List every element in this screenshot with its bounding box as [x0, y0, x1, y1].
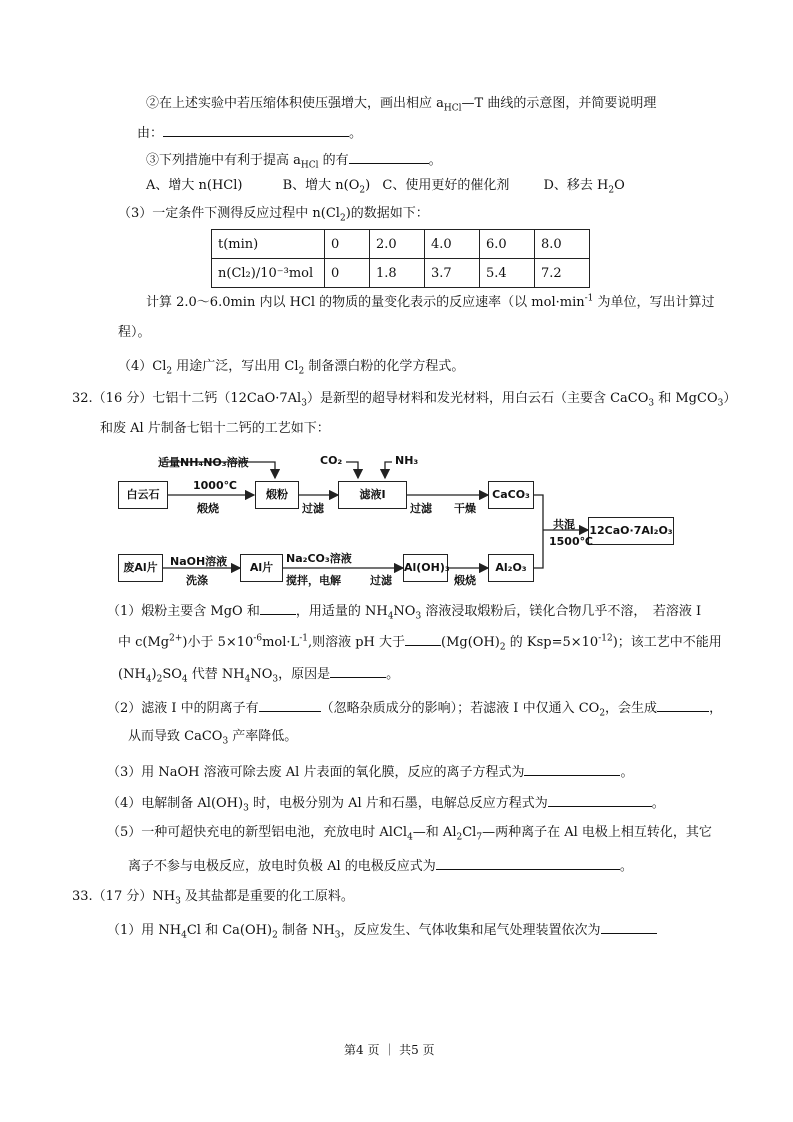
- label-wash: 洗涤: [186, 574, 208, 587]
- q31-part3: ③下列措施中有利于提高 $a_{HCl}$ 的有 。: [146, 150, 442, 170]
- label-co2: CO₂: [320, 454, 343, 467]
- q31-calc-line2: 程）。: [118, 325, 151, 340]
- calcined-powder-box: 煅粉: [255, 481, 299, 509]
- q32-sub4: （4）电解制备 $Al(OH)_3$ 时，电极分别为 Al 片和石墨，电解总反应方程式为 。: [107, 793, 665, 813]
- q31-options: A、增大 n(HCl) B、增大 $n(O_2)$ C、使用更好的催化剂 D、移去 $H_2O$: [146, 178, 625, 196]
- q31-calc-line1: 计算 2.0～6.0min 内以 HCl 的物质的量变化表示的反应速率（以 $mol\cdot\min^{-1}$ 为单位，写出计算过: [146, 293, 715, 310]
- product-box: 12CaO·7Al₂O₃: [588, 517, 674, 545]
- label-1500c: 1500℃: [549, 535, 593, 548]
- q32-sub3: （3）用 NaOH 溶液可除去废 Al 片表面的氧化膜，反应的离子方程式为 。: [107, 762, 633, 782]
- q32-heading: 32.（16 分）七铝十二钙$(12CaO\cdot 7Al_3)$是新型的超导材料和发光材料，用白云石（主要含 CaCO$_3$ 和 MgCO$_3$）: [72, 391, 737, 409]
- label-mix: 共混: [553, 518, 575, 531]
- q33-heading: 33.（17 分）$NH_3$ 及其盐都是重要的化工原料。: [72, 889, 354, 907]
- q32-sub1-line2: 中 $c(Mg^{2+})$小于 $5\times 10^{-6}mol\cdot L^{-1}$,则溶液 pH 大于 ($Mg(OH)_2$ 的 $Ksp=5\times 10^{-12}$)；该工艺中不能用: [118, 633, 722, 653]
- answer-blank[interactable]: [259, 698, 321, 712]
- q31-part2-line1: ②在上述实验中若压缩体积使压强增大，画出相应 $a_{HCl}—T$ 曲线的示意图，并简要说明理: [146, 96, 657, 114]
- label-nh3: NH₃: [395, 454, 419, 467]
- q32-sub2-line2: 从而导致 CaCO$_3$ 产率降低。: [128, 729, 298, 747]
- table-row: t(min) 0 2.0 4.0 6.0 8.0: [212, 230, 590, 259]
- label-naoh: NaOH溶液: [170, 555, 228, 568]
- caco3-box: CaCO₃: [488, 481, 534, 509]
- label-stir-electrolyze: 搅拌，电解: [286, 574, 341, 587]
- q32-sub1-line1: （1）煅粉主要含 MgO 和 ，用适量的 $NH_4NO_3$ 溶液浸取煅粉后，镁化合物几乎不溶， 若溶液 I: [107, 601, 701, 621]
- label-calcine: 煅烧: [197, 502, 219, 515]
- q33-sub1: （1）用 $NH_4Cl$ 和 $Ca(OH)_2$ 制备 $NH_3$，反应发生、气体收集和尾气处理装置依次为: [107, 920, 657, 940]
- answer-blank[interactable]: [657, 698, 709, 712]
- label-filter: 过滤: [410, 502, 432, 515]
- label-nh4no3: 适量NH₄NO₃溶液: [158, 456, 249, 469]
- aloh3-box: Al(OH)₃: [403, 554, 448, 582]
- answer-blank[interactable]: [548, 793, 652, 807]
- waste-al-box: 废Al片: [118, 554, 163, 582]
- q32-sub5-line1: （5）一种可超快充电的新型铝电池，充放电时 AlCl$_4$—和 $Al_2Cl_7—$两种离子在 Al 电极上相互转化，其它: [107, 825, 712, 843]
- answer-blank[interactable]: [436, 856, 620, 870]
- page-footer: 第4 页 ｜ 共5 页: [344, 1043, 435, 1057]
- answer-blank[interactable]: [601, 920, 657, 934]
- q31-part5: $(4)Cl_2$ 用途广泛，写出用 $Cl_2$ 制备漂白粉的化学方程式。: [118, 359, 465, 377]
- answer-blank[interactable]: [260, 601, 296, 615]
- q32-heading-line2: 和废 Al 片制备七铝十二钙的工艺如下：: [100, 421, 330, 436]
- q32-sub5-line2: 离子不参与电极反应，放电时负极 Al 的电极反应式为 。: [128, 856, 633, 876]
- dolomite-box: 白云石: [118, 481, 168, 509]
- filtrate-box: 滤液I: [338, 481, 407, 509]
- q31-part4-intro: （3）一定条件下测得反应过程中 $n(Cl_2)$的数据如下：: [118, 206, 429, 224]
- table-row: n(Cl₂)/10⁻³mol 0 1.8 3.7 5.4 7.2: [212, 259, 590, 288]
- answer-blank[interactable]: [405, 632, 441, 646]
- label-na2co3: Na₂CO₃溶液: [286, 552, 352, 565]
- label-filter: 过滤: [302, 502, 324, 515]
- answer-blank[interactable]: [330, 664, 386, 678]
- label-filter: 过滤: [370, 574, 392, 587]
- label-1000c: 1000℃: [193, 479, 237, 492]
- label-dry: 干燥: [454, 502, 476, 515]
- label-calcine: 煅烧: [454, 574, 476, 587]
- q32-sub1-line3: $(NH_4)_2SO_4$ 代替 $NH_4NO_3$，原因是 。: [118, 664, 399, 684]
- answer-blank[interactable]: [524, 762, 620, 776]
- al2o3-box: Al₂O₃: [488, 554, 534, 582]
- q32-sub2-line1: （2）滤液 I 中的阴离子有 （忽略杂质成分的影响）；若滤液 I 中仅通入 $CO_2$，会生成 ，: [107, 698, 722, 718]
- q31-part2-line2: 由： 。: [137, 123, 362, 143]
- al-sheet-box: Al片: [240, 554, 283, 582]
